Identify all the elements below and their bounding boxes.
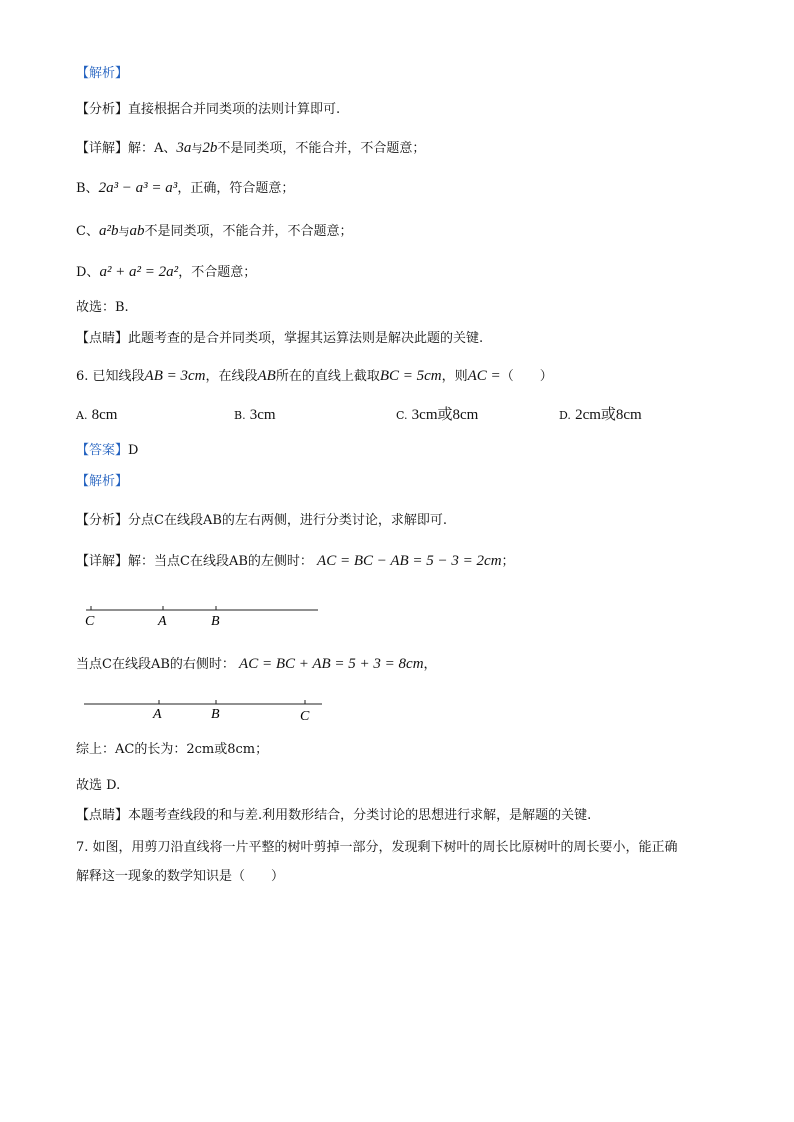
q6-case2-end: ，	[423, 657, 437, 672]
q5-expr-2b: 2b	[202, 140, 218, 156]
analysis-label: 【分析】	[76, 102, 129, 117]
q5-detail-prefix: 解：A、	[128, 141, 177, 156]
q6-option-c-letter: C.	[396, 409, 408, 422]
diagram1-label-a: A	[158, 614, 167, 629]
q6-expr1: AB = 3cm	[144, 368, 206, 384]
diagram1-label-b: B	[211, 614, 220, 629]
q5-expr-3a: 3a	[176, 140, 192, 156]
q6-summary: 综上：AC的长为：2cm或8cm；	[76, 742, 269, 757]
q6-option-d-letter: D.	[559, 409, 571, 422]
q6-option-b-text: 3cm	[249, 407, 276, 423]
q6-num: 6. 已知线段	[76, 369, 145, 384]
q6-comment-label: 【点睛】	[76, 808, 129, 823]
q6-option-a-text: 8cm	[91, 407, 118, 423]
q6-option-b-letter: B.	[234, 409, 246, 422]
q5-d-prefix: D、	[76, 265, 100, 280]
q6-case1-expr: AC = BC − AB = 5 − 3 = 2cm	[317, 553, 502, 569]
q6-expr2: AB	[257, 368, 276, 384]
q6-mid2: 所在的直线上截取	[275, 369, 380, 384]
q5-c-expr1: a²b	[98, 223, 119, 239]
q6-expr4: AC =	[467, 368, 501, 384]
q6-case2	[76, 654, 437, 675]
q5-a-mid: 与	[191, 142, 203, 155]
answer-label: 【答案】	[76, 443, 129, 458]
q5-comment-text: 此题考查的是合并同类项，掌握其运算法则是解决此题的关键.	[128, 331, 484, 346]
q5-b-prefix: B、	[76, 181, 99, 196]
q7-stem-line1: 7. 如图，用剪刀沿直线将一片平整的树叶剪掉一部分，发现剩下树叶的周长比原树叶的周长要小，能正确	[76, 840, 678, 855]
q6-answer-value: D	[128, 443, 139, 458]
q6-paren: （ ）	[500, 369, 553, 384]
q6-comment-text: 本题考查线段的和与差.利用数形结合，分类讨论的思想进行求解，是解题的关键.	[128, 808, 592, 823]
q5-c-tail: 不是同类项，不能合并，不合题意；	[144, 224, 353, 239]
diagram2-label-a: A	[153, 707, 162, 722]
q6-detail-label: 【详解】	[76, 554, 129, 569]
q6-mid3: ，则	[441, 369, 468, 384]
detail-label: 【详解】	[76, 141, 129, 156]
q6-case1-end: ；	[501, 554, 515, 569]
q6-choose: 故选 D.	[76, 778, 121, 793]
q6-option-a-letter: A.	[76, 409, 88, 422]
q6-analysis-tag: 【解析】	[76, 474, 129, 489]
q6-expr3: BC = 5cm	[379, 368, 442, 384]
q6-analysis-label: 【分析】	[76, 513, 129, 528]
q5-c-mid: 与	[118, 225, 130, 238]
q6-case2-expr: AC = BC + AB = 5 + 3 = 8cm	[239, 656, 424, 672]
q5-c-prefix: C、	[76, 224, 99, 239]
q6-case1-text: 解：当点C在线段AB的左侧时：	[128, 554, 313, 569]
q6-comment	[76, 806, 591, 826]
q6-analysis-text: 分点C在线段AB的左右两侧，进行分类讨论，求解即可.	[128, 513, 448, 528]
q5-d-tail: ，不合题意；	[178, 265, 257, 280]
q5-b-tail: ，正确，符合题意；	[177, 181, 295, 196]
q5-d-expr: a² + a² = 2a²	[99, 264, 179, 280]
q6-option-d-text: 2cm或8cm	[575, 407, 642, 423]
q7-stem-line2: 解释这一现象的数学知识是（ ）	[76, 869, 285, 884]
diagram1-label-c: C	[85, 614, 95, 629]
q5-b-expr: 2a³ − a³ = a³	[98, 180, 178, 196]
q5-analysis-text: 直接根据合并同类项的法则计算即可.	[128, 102, 341, 117]
diagram2-label-c: C	[300, 709, 310, 724]
q5-a-tail: 不是同类项，不能合并，不合题意；	[217, 141, 426, 156]
q6-mid1: ，在线段	[205, 369, 258, 384]
diagram2-label-b: B	[211, 707, 220, 722]
q5-choose: 故选：B.	[76, 300, 129, 315]
q6-option-c-text: 3cm或8cm	[411, 407, 479, 423]
q5-c-expr2: ab	[129, 223, 145, 239]
analysis-tag: 【解析】	[76, 66, 129, 81]
comment-label: 【点睛】	[76, 331, 129, 346]
q6-case2-text: 当点C在线段AB的右侧时：	[76, 657, 235, 672]
